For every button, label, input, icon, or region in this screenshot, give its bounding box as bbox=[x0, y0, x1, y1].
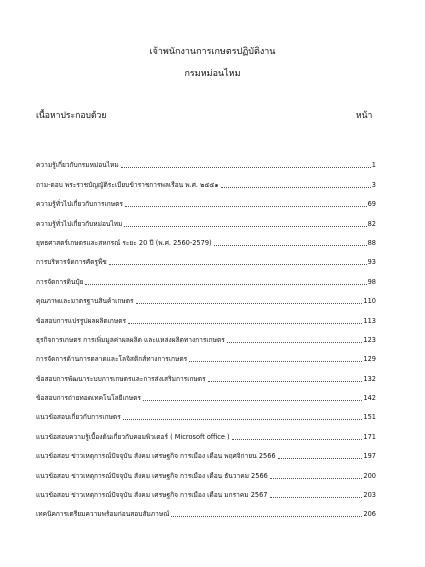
toc-dot-leader bbox=[124, 226, 366, 227]
toc-entry-title: การจัดการด้านการตลาดและโลจิสติกส์ทางการเกษตร bbox=[36, 355, 188, 364]
toc-dot-leader bbox=[85, 284, 366, 285]
toc-entry[interactable] bbox=[36, 150, 376, 169]
toc-dot-leader bbox=[278, 458, 363, 459]
toc-entry-page: 200 bbox=[363, 471, 376, 480]
toc-entry-title: ความรู้ทั่วไปเกี่ยวกับการเกษตร bbox=[36, 200, 123, 209]
toc-entry-page: 206 bbox=[363, 510, 376, 519]
toc-entry[interactable] bbox=[36, 441, 376, 460]
toc-entry-title: ข้อสอบการถ่ายทอดเทคโนโลยีเกษตร bbox=[36, 394, 141, 403]
toc-entry-page: 203 bbox=[363, 491, 376, 500]
toc-entry[interactable] bbox=[36, 169, 376, 188]
toc-dot-leader bbox=[128, 323, 362, 324]
toc-entry[interactable] bbox=[36, 228, 376, 247]
toc-dot-leader bbox=[232, 439, 363, 440]
toc-entry-page: 1 bbox=[371, 161, 376, 170]
toc-entry[interactable] bbox=[36, 363, 376, 382]
toc-entry-title: แนวข้อสอบ ข่าวเหตุการณ์ปัจจุบัน สังคม เศรษฐกิจ การเมือง เดือน ธันวาคม 2566 bbox=[36, 471, 268, 480]
toc-entry-title: ธุรกิจการเกษตร การเพิ่มมูลค่าผลผลิต และแหล่งผลิตทางการเกษตร bbox=[36, 335, 225, 344]
toc-entry-title: แนวข้อสอบความรู้เบื้องต้นเกี่ยวกับคอมพิวเตอร์ ( Microsoft office ) bbox=[36, 432, 230, 441]
toc-dot-leader bbox=[227, 342, 363, 343]
page-column-heading: หน้า bbox=[356, 111, 373, 121]
toc-entry-title: คุณภาพและมาตรฐานสินค้าเกษตร bbox=[36, 297, 134, 306]
toc-entry-title: การบริหารจัดการศัตรูพืช bbox=[36, 258, 107, 267]
toc-entry[interactable] bbox=[36, 344, 376, 363]
toc-entry-title: การจัดการดินปุ๋ย bbox=[36, 277, 84, 286]
toc-entry-title: ถาม-ตอบ พระราชบัญญัติระเบียบข้าราชการพลเรือน พ.ศ. ๒๕๕๑ bbox=[36, 180, 219, 189]
toc-dot-leader bbox=[214, 245, 367, 246]
toc-entry-page: 171 bbox=[363, 432, 376, 441]
toc-entry-page: 82 bbox=[367, 219, 376, 228]
toc-entry-page: 3 bbox=[371, 180, 376, 189]
toc-dot-leader bbox=[143, 400, 362, 401]
toc-dot-leader bbox=[221, 187, 371, 188]
toc-dot-leader bbox=[136, 303, 363, 304]
toc-entry[interactable] bbox=[36, 325, 376, 344]
toc-entry-page: 151 bbox=[363, 413, 376, 422]
toc-entry[interactable] bbox=[36, 247, 376, 266]
toc-entry[interactable] bbox=[36, 383, 376, 402]
toc-entry-title: ความรู้เกี่ยวกับกรมหม่อนไหม bbox=[36, 161, 119, 170]
toc-entry[interactable] bbox=[36, 189, 376, 208]
toc-entry[interactable] bbox=[36, 286, 376, 305]
toc-dot-leader bbox=[270, 497, 363, 498]
toc-entry-page: 142 bbox=[363, 394, 376, 403]
toc-entry-page: 123 bbox=[363, 335, 376, 344]
toc-entry[interactable] bbox=[36, 421, 376, 440]
toc-entry-page: 93 bbox=[367, 258, 376, 267]
toc-entry-title: ข้อสอบการแปรรูปผลผลิตเกษตร bbox=[36, 316, 127, 325]
toc-dot-leader bbox=[270, 478, 363, 479]
toc-entry[interactable] bbox=[36, 266, 376, 285]
toc-dot-leader bbox=[125, 206, 367, 207]
toc-entry-page: 197 bbox=[363, 452, 376, 461]
toc-dot-leader bbox=[109, 264, 367, 265]
toc-entry-title: ยุทธศาสตร์เกษตรและสหกรณ์ ระยะ 20 ปี (พ.ศ. 2560-2579) bbox=[36, 238, 212, 247]
toc-dot-leader bbox=[171, 516, 362, 517]
table-of-contents bbox=[36, 150, 376, 518]
toc-entry[interactable] bbox=[36, 499, 376, 518]
toc-entry[interactable] bbox=[36, 402, 376, 421]
toc-entry[interactable] bbox=[36, 305, 376, 324]
toc-entry-title: แนวข้อสอบเกี่ยวกับการเกษตร bbox=[36, 413, 121, 422]
document-title: เจ้าพนักงานการเกษตรปฏิบัติงาน bbox=[149, 47, 276, 57]
toc-entry-page: 129 bbox=[363, 355, 376, 364]
toc-entry[interactable] bbox=[36, 208, 376, 227]
toc-entry-title: แนวข้อสอบ ข่าวเหตุการณ์ปัจจุบัน สังคม เศรษฐกิจ การเมือง เดือน พฤศจิกายน 2566 bbox=[36, 452, 276, 461]
toc-dot-leader bbox=[121, 167, 371, 168]
organization-name: กรมหม่อนไหม bbox=[184, 69, 241, 79]
contents-heading: เนื้อหาประกอบด้วย bbox=[36, 111, 107, 121]
toc-entry-title: แนวข้อสอบ ข่าวเหตุการณ์ปัจจุบัน สังคม เศรษฐกิจ การเมือง เดือน มกราคม 2567 bbox=[36, 491, 268, 500]
toc-entry-title: เทคนิคการเตรียมความพร้อมก่อนสอบสัมภาษณ์ bbox=[36, 510, 170, 519]
toc-entry-title: ข้อสอบการพัฒนาระบบการเกษตรและการส่งเสริมการเกษตร bbox=[36, 374, 206, 383]
toc-entry-page: 132 bbox=[363, 374, 376, 383]
toc-dot-leader bbox=[208, 381, 363, 382]
toc-entry[interactable] bbox=[36, 460, 376, 479]
toc-entry-page: 110 bbox=[363, 297, 376, 306]
toc-entry-page: 113 bbox=[363, 316, 376, 325]
toc-entry[interactable] bbox=[36, 480, 376, 499]
toc-entry-title: ความรู้ทั่วไปเกี่ยวกับหม่อนไหม bbox=[36, 219, 123, 228]
toc-entry-page: 69 bbox=[367, 200, 376, 209]
toc-dot-leader bbox=[123, 419, 363, 420]
toc-entry-page: 98 bbox=[367, 277, 376, 286]
toc-entry-page: 88 bbox=[367, 238, 376, 247]
toc-dot-leader bbox=[189, 361, 362, 362]
